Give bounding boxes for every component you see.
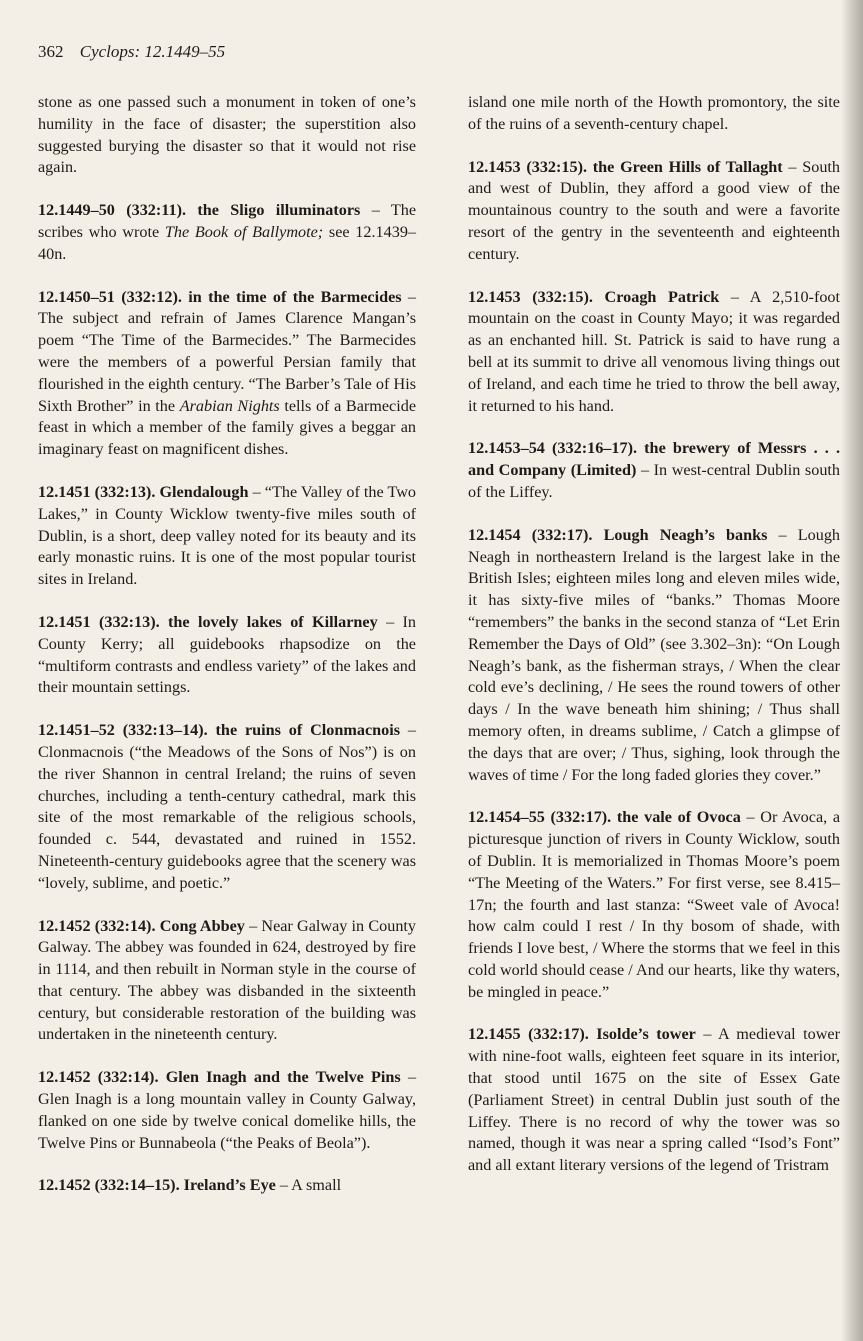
entry-term: in the time of the Barmecides [188,287,402,306]
entry-ref: 12.1449–50 (332:11). [38,201,187,220]
entry-ref: 12.1451 (332:13). [38,612,160,631]
entry-ref: 12.1455 (332:17). [468,1025,589,1044]
page-number: 362 [38,42,64,61]
entry-ref: 12.1452 (332:14). [38,916,156,935]
entry-term: the lovely lakes of Killarney [168,612,378,631]
entry-term: Glen Inagh and the Twelve Pins [165,1068,401,1087]
entry-term: the Sligo illuminators [197,201,361,220]
entry-irelands-eye [38,1175,416,1197]
entry-italic: The Book of Ballymote; [164,222,324,241]
entry-separator: – [740,808,761,827]
entry-term: Lough Neagh’s banks [603,525,768,544]
entry-continuation [38,92,416,179]
entry-text: A 2,510-foot mountain on the coast in County Mayo; it was regarded as an enchanted hill. St. Patrick is said to have rung a bell at its summit to drive all venomous living things out of Ireland, and each time he tried to throw the bell away, it returned to his hand. [468,287,841,415]
entry-killarney [38,612,416,699]
entry-glendalough [38,482,416,591]
entry-ref: 12.1451–52 (332:13–14). [38,721,208,740]
entry-italic: Arabian Nights [179,396,280,415]
entry-separator: – [782,157,803,176]
entry-ref: 12.1450–51 (332:12). [38,287,182,306]
entry-barmecides [38,287,416,461]
entry-separator: – [636,461,654,480]
entry-separator: – [244,916,262,935]
entry-separator: – [401,287,417,306]
right-column [468,92,840,1177]
entry-text: tells of a Barmecide feast in which a member of the family gives a beggar an imaginary feast on magnificent dishes. [38,396,417,459]
entry-text: Or Avoca, a picturesque junction of rivers in County Wicklow, south of Dublin. It is memorialized in Thomas Moore’s poem “The Meeting of the Waters.” For first verse, see 8.415–17n; the fourth and last stanza: “Sweet vale of Avoca! how calm could I rest / In thy bosom of shade, with friends I love best, / Where the storms that we feel in this cold world should cease / And our hearts, like thy waters, be mingled in peace.” [468,808,841,1001]
entry-text: “The Valley of the Two Lakes,” in County Wicklow twenty-five miles south of Dublin, is a short, deep valley noted for its beauty and its early monastic ruins. It is one of the most popular tourist sites in Ireland. [38,482,417,589]
entry-ref: 12.1453 (332:15). [468,157,588,176]
entry-text: Near Galway in County Galway. The abbey was founded in 624, destroyed by fire in 1114, and then rebuilt in Norman style in the course of that century. The abbey was disbanded in the sixteenth century, but considerable restoration of the building was undertaken in the nineteenth century. [38,916,417,1044]
entry-text: In County Kerry; all guidebooks rhapsodize on the “multiform contrasts and endless variety” of the lakes and their mountain settings. [38,612,416,697]
entry-text: Clonmacnois (“the Meadows of the Sons of Nos”) is on the river Shannon in central Ireland; the ruins of seven churches, including a tenth-century cathedral, mark this site of the most remarkable of the religious schools, founded c. 544, devastated and ruined in 1552. Nineteenth-century guidebooks agree that the scenery was “lovely, sublime, and poetic.” [38,742,416,892]
entry-text: see 12.1439–40n. [38,222,417,263]
entry-separator: – [400,1068,417,1087]
entry-separator: – [377,612,403,631]
entry-separator: – [400,721,416,740]
left-column [38,92,416,1197]
entry-text: stone as one passed such a monument in token of one’s humility in the face of disaster; the superstition also suggested burying the disaster so that it would not rise again. [38,93,416,177]
entry-croagh-patrick [468,287,840,418]
entry-text: In west-central Dublin south of the Liffey. [468,461,841,501]
entry-term: Glendalough [159,482,249,501]
entry-text: The subject and refrain of James Clarence Mangan’s poem “The Time of the Barmecides.” The Barmecides were the members of a powerful Persian family that flourished in the eighth century. “The Barber’s Tale of His Sixth Brother” in the [38,309,416,415]
entry-ref: 12.1451 (332:13). [38,482,156,501]
entry-cong-abbey [38,916,416,1047]
entry-text: Lough Neagh in northeastern Ireland is the largest lake in the British Isles; eighteen miles long and eleven miles wide, it has sixty-five miles of “banks.” Thomas Moore “remembers” the banks in the second stanza of “Let Erin Remember the Days of Old” (see 3.302–3n): “On Lough Neagh’s bank, as the fisherman strays, / When the clear cold eve’s declining, / He sees the round towers of other days / In the wave beneath him shining; / Thus shall memory often, in dreams sublime, / Catch a glimpse of the days that are over; / Thus, sighing, look through the waves of time / For the long faded glories they cover.” [468,525,841,784]
entry-text: A small [291,1176,342,1195]
entry-isoldes-tower [468,1024,840,1177]
entry-ref: 12.1454 (332:17). [468,525,593,544]
entry-term: Cong Abbey [159,916,245,935]
entry-vale-of-ovoca [468,807,840,1003]
entry-separator: – [248,482,265,501]
entry-ref: 12.1452 (332:14–15). [38,1176,180,1195]
entry-term: the brewery of Messrs . . . and Company (Limited) [468,439,841,480]
page-edge-shadow [841,0,863,1341]
entry-term: Ireland’s Eye [183,1176,276,1195]
entry-separator: – [275,1176,292,1195]
entry-ref: 12.1453 (332:15). [468,287,593,306]
entry-term: Isolde’s tower [596,1025,696,1044]
running-header [38,42,225,62]
entry-ref: 12.1453–54 (332:16–17). [468,439,638,458]
entry-ref: 12.1452 (332:14). [38,1068,159,1087]
entry-separator: – [695,1025,719,1044]
entry-term: the vale of Ovoca [616,808,741,827]
entry-term: the Green Hills of Tallaght [592,157,783,176]
entry-ref: 12.1454–55 (332:17). [468,808,612,827]
entry-text: A medieval tower with nine-foot walls, eighteen feet square in its interior, that stood until 1675 on the site of Essex Gate (Parliament Street) in central Dublin just south of the Liffey. There is no record of why the tower was so named, though it was near a spring called “Isod’s Font” and all extant literary versions of the legend of Tristram [468,1025,840,1175]
entry-term: the ruins of Clonmacnois [215,721,401,740]
entry-separator: – [360,201,391,220]
entry-lough-neagh [468,525,840,787]
entry-text: island one mile north of the Howth promontory, the site of the ruins of a seventh-century chapel. [468,93,840,133]
entry-sligo-illuminators [38,200,416,265]
entry-separator: – [719,287,750,306]
entry-term: Croagh Patrick [604,287,720,306]
entry-separator: – [767,525,798,544]
entry-text: The scribes who wrote [38,201,417,241]
entry-continuation [468,92,840,136]
entry-green-hills-tallaght [468,157,840,266]
entry-clonmacnois [38,720,416,894]
entry-text: South and west of Dublin, they afford a good view of the mountainous country to the south and were a favorite resort of the gentry in the seventeenth and eighteenth century. [468,157,841,263]
running-title: Cyclops: 12.1449–55 [79,42,226,61]
entry-glen-inagh [38,1067,416,1154]
entry-brewery [468,438,840,503]
entry-text: Glen Inagh is a long mountain valley in County Galway, flanked on one side by twelve conical domelike hills, the Twelve Pins or Bunnabeola (“the Peaks of Beola”). [38,1090,416,1152]
